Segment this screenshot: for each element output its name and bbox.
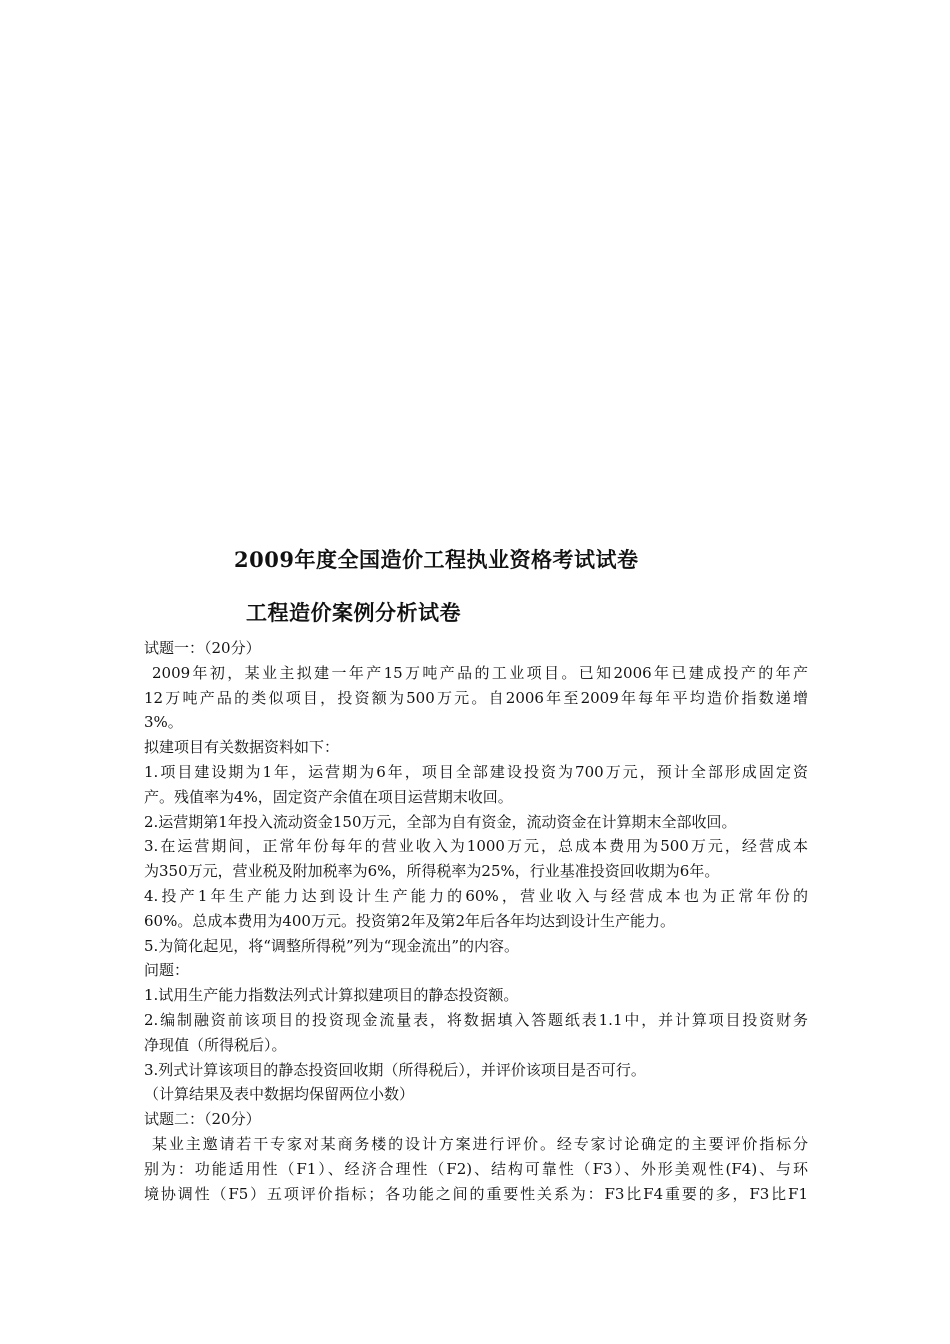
list-item-line: 1.项目建设期为1年，运营期为6年，项目全部建设投资为700万元，预计全部形成固定资 xyxy=(144,762,808,781)
document-body xyxy=(144,636,808,1206)
paragraph-line: 12万吨产品的类似项目，投资额为500万元。自2006年至2009年每年平均造价指数递增 xyxy=(144,688,808,707)
question-item-line: 1.试用生产能力指数法列式计算拟建项目的静态投资额。 xyxy=(144,986,519,1005)
list-item-line: 3.在运营期间，正常年份每年的营业收入为1000万元，总成本费用为500万元，经营成本 xyxy=(144,837,808,856)
question-2-heading: 试题二：（20分） xyxy=(144,1110,261,1129)
list-item-line: 60%。总成本费用为400万元。投资第2年及第2年后各年均达到设计生产能力。 xyxy=(144,911,676,930)
list-item-line: 2.运营期第1年投入流动资金150万元，全部为自有资金，流动资金在计算期末全部收回。 xyxy=(144,812,737,831)
question-item-line: 3.列式计算该项目的静态投资回收期（所得税后），并评价该项目是否可行。 xyxy=(144,1060,646,1079)
paragraph-line: 2009年初，某业主拟建一年产15万吨产品的工业项目。已知2006年已建成投产的年产 xyxy=(152,663,808,682)
paragraph-line: 3%。 xyxy=(144,713,183,732)
paragraph-line: 拟建项目有关数据资料如下： xyxy=(144,738,340,757)
document-subtitle: 工程造价案例分析试卷 xyxy=(246,600,461,625)
paragraph-line: 别为：功能适用性（F1）、经济合理性（F2)、结构可靠性（F3）、外形美观性(F4)、与环 xyxy=(144,1159,808,1178)
list-item-line: 产。残值率为4%，固定资产余值在项目运营期末收回。 xyxy=(144,787,513,806)
list-item-line: 5.为简化起见，将“调整所得税”列为“现金流出”的内容。 xyxy=(144,936,519,955)
note-line: （计算结果及表中数据均保留两位小数） xyxy=(144,1085,415,1104)
questions-heading: 问题： xyxy=(144,961,190,980)
question-item-line: 2.编制融资前该项目的投资现金流量表，将数据填入答题纸表1.1中，并计算项目投资财务 xyxy=(144,1010,808,1029)
question-item-line: 净现值（所得税后）。 xyxy=(144,1035,287,1054)
list-item-line: 为350万元，营业税及附加税率为6%，所得税率为25%，行业基准投资回收期为6年。 xyxy=(144,862,720,881)
paragraph-line: 某业主邀请若干专家对某商务楼的设计方案进行评价。经专家讨论确定的主要评价指标分 xyxy=(152,1134,808,1153)
question-1-heading: 试题一：（20分） xyxy=(144,639,261,657)
list-item-line: 4.投产1年生产能力达到设计生产能力的60%，营业收入与经营成本也为正常年份的 xyxy=(144,886,808,905)
document-title: 2009年度全国造价工程执业资格考试试卷 xyxy=(234,547,639,572)
paragraph-line: 境协调性（F5）五项评价指标；各功能之间的重要性关系为：F3比F4重要的多，F3比F1 xyxy=(144,1184,808,1203)
